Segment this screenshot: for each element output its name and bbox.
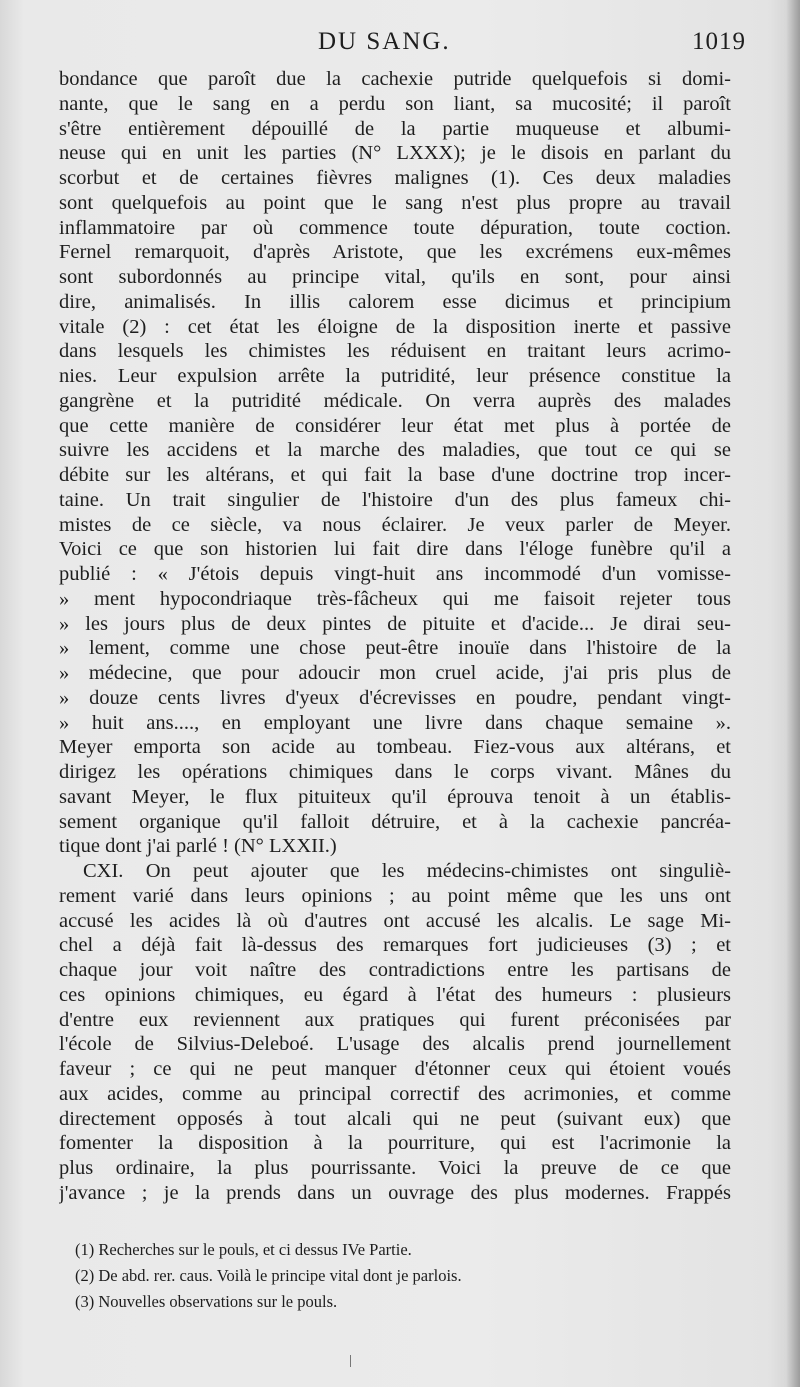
text-line: mistes de ce siècle, va nous éclairer. Je veux parler de Meyer. [59,513,731,536]
footnote-3: (3) Nouvelles observations sur le pouls. [75,1292,338,1311]
text-line: directement opposés à tout alcali qui ne peut (suivant eux) que [59,1107,731,1130]
text-line: gangrène et la putridité médicale. On verra auprès des malades [59,389,731,412]
text-line: » ment hypocondriaque très-fâcheux qui me faisoit rejeter tous [59,587,731,610]
text-line: neuse qui en unit les parties (N° LXXX); je le disois en parlant du [59,142,731,165]
footnote-2: (2) De abd. rer. caus. Voilà le principe vital dont je parlois. [75,1266,462,1285]
body-text [59,67,731,1206]
text-line: chel a déjà fait là-dessus des remarques fort judicieuses (3) ; et [59,934,731,957]
text-line: l'école de Silvius-Deleboé. L'usage des alcalis prend journellement [59,1033,731,1056]
text-line: Meyer emporta son acide au tombeau. Fiez-vous aux altérans, et [59,736,731,759]
text-line: chaque jour voit naître des contradictions entre les partisans de [59,959,731,981]
text-line: » lement, comme une chose peut-être inouïe dans l'histoire de la [59,637,731,660]
text-line: faveur ; ce qui ne peut manquer d'étonner ceux qui étoient voués [59,1058,731,1080]
text-line: fomenter la disposition à la pourriture, qui est l'acrimonie la [59,1132,731,1155]
text-line: d'entre eux reviennent aux pratiques qui furent préconisées par [59,1008,731,1031]
text-line: » huit ans...., en employant une livre dans chaque semaine ». [59,711,731,734]
text-line: sont quelquefois au point que le sang n'est plus propre au travail [59,191,731,214]
text-line: nante, que le sang en a perdu son liant, sa mucosité; il paroît [59,92,731,115]
text-line: dirigez les opérations chimiques dans le corps vivant. Mânes du [59,761,731,783]
paragraph-end-line: tique dont j'ai parlé ! (N° LXXII.) [59,835,337,858]
text-line: débite sur les altérans, et qui fait la base d'une doctrine trop incer- [59,464,731,486]
page-header [60,28,746,68]
footnotes [75,1237,725,1315]
footnote-1: (1) Recherches sur le pouls, et ci dessus IVe Partie. [75,1240,412,1259]
text-line: » les jours plus de deux pintes de pituite et d'acide... Je dirai seu- [59,612,731,635]
text-line: plus ordinaire, la plus pourrissante. Voici la preuve de ce que [59,1157,731,1179]
text-line: accusé les acides là où d'autres ont accusé les alcalis. Le sage Mi- [59,909,731,932]
text-line: taine. Un trait singulier de l'histoire d'un des plus fameux chi- [59,488,731,511]
text-line: suivre les accidens et la marche des maladies, que tout ce qui se [59,439,731,462]
text-line: savant Meyer, le flux pituiteux qu'il éprouva tenoit à un établis- [59,785,731,808]
text-line: » douze cents livres d'yeux d'écrevisses en poudre, pendant vingt- [59,686,731,709]
text-line: dire, animalisés. In illis calorem esse dicimus et principium [59,290,731,313]
print-mark [350,1355,351,1367]
text-line: inflammatoire par où commence toute dépuration, toute coction. [59,216,731,239]
text-line: rement varié dans leurs opinions ; au point même que les uns ont [59,884,731,907]
text-line: s'être entièrement dépouillé de la partie muqueuse et albumi- [59,117,731,140]
text-line: aux acides, comme au principal correctif des acrimonies, et comme [59,1082,731,1105]
text-line: dans lesquels les chimistes les réduisent en traitant leurs acrimo- [59,340,731,363]
text-line: sement organique qu'il falloit détruire, et à la cachexie pancréa- [59,810,731,833]
text-line: que cette manière de considérer leur état met plus à portée de [59,414,731,437]
text-line: vitale (2) : cet état les éloigne de la disposition inerte et passive [59,315,731,338]
text-line: scorbut et de certaines fièvres malignes (1). Ces deux maladies [59,167,731,189]
text-line: sont subordonnés au principe vital, qu'ils en sont, pour ainsi [59,266,731,288]
text-line: Fernel remarquoit, d'après Aristote, que les excrémens eux-mêmes [59,241,731,264]
page-edge-shadow [786,0,800,1387]
text-line: Voici ce que son historien lui fait dire dans l'éloge funèbre qu'il a [59,538,731,561]
text-line: ces opinions chimiques, eu égard à l'état des humeurs : plusieurs [59,983,731,1006]
text-line: nies. Leur expulsion arrête la putridité, leur présence constitue la [59,365,731,387]
text-line: publié : « J'étois depuis vingt-huit ans incommodé d'un vomisse- [59,563,731,585]
text-line: » médecine, que pour adoucir mon cruel acide, j'ai pris plus de [59,662,731,684]
text-line: bondance que paroît due la cachexie putride quelquefois si domi- [59,68,731,90]
page-number: 1019 [692,28,746,55]
section-start-line: CXI. On peut ajouter que les médecins-chimistes ont singuliè- [83,860,731,882]
text-line: j'avance ; je la prends dans un ouvrage des plus modernes. Frappés [59,1181,731,1204]
running-head: DU SANG. [318,28,451,55]
